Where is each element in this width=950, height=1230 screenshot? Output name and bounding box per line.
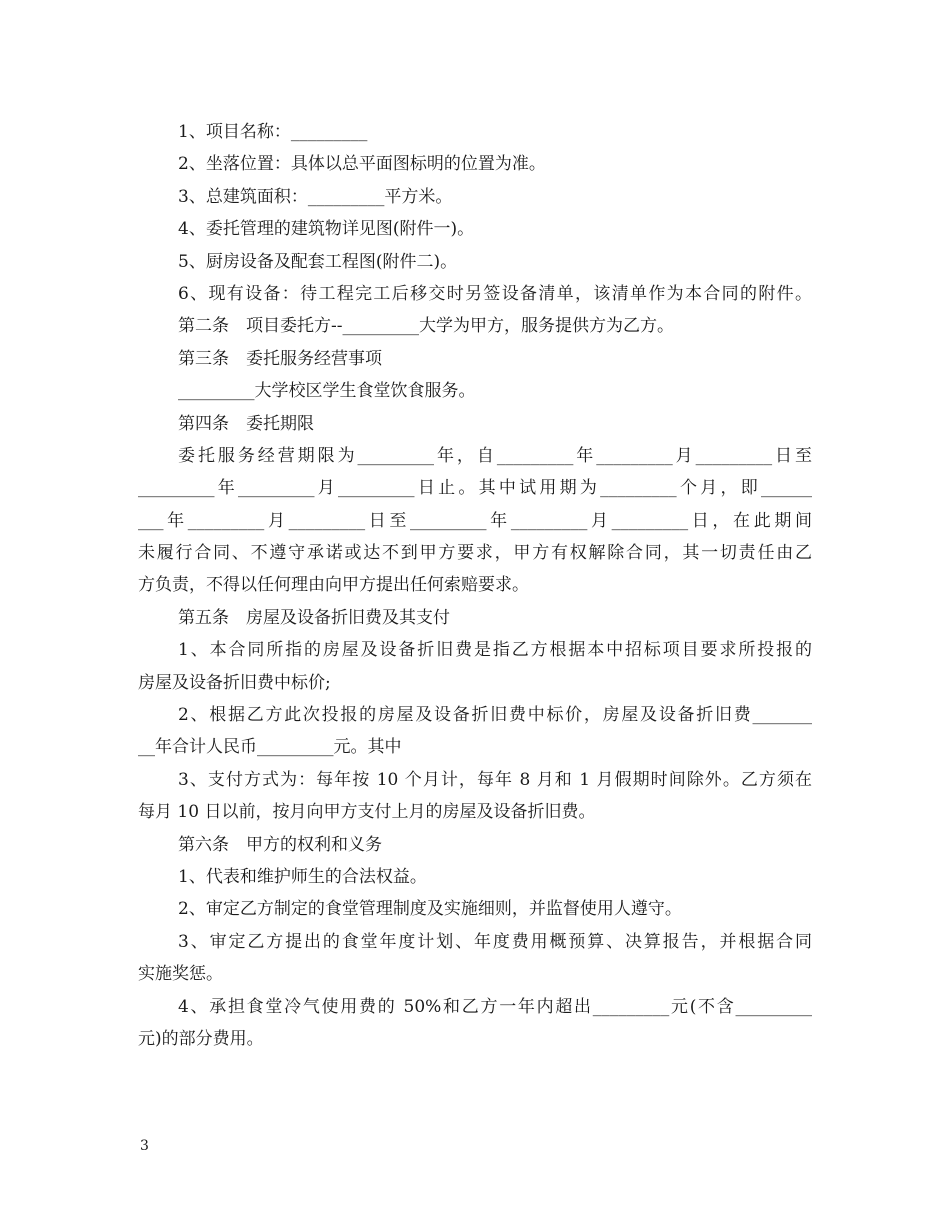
- text-line: 2、审定乙方制定的食堂管理制度及实施细则，并监督使用人遵守。: [178, 899, 682, 920]
- text-line: 4、委托管理的建筑物详见图(附件一)。: [178, 219, 475, 240]
- text-line: 第三条 委托服务经营事项: [178, 348, 382, 369]
- text-line: 3、支付方式为：每年按 10 个月计，每年 8 月和 1 月假期时间除外。乙方须在: [178, 769, 812, 790]
- text-line: 6、现有设备：待工程完工后移交时另签设备清单，该清单作为本合同的附件。: [178, 283, 812, 304]
- text-line: 3、审定乙方提出的食堂年度计划、年度费用概预算、决算报告，并根据合同: [178, 931, 812, 952]
- text-line: 第二条 项目委托方--_________大学为甲方，服务提供方为乙方。: [178, 316, 674, 337]
- text-line: __年合计人民币_________元。其中: [138, 737, 402, 758]
- text-line: 1、项目名称：_________: [178, 122, 368, 142]
- text-line: _________年_________月_________日止。其中试用期为_________个月，即______: [138, 478, 812, 499]
- document-body: [138, 116, 812, 1055]
- text-line: 1、代表和维护师生的合法权益。: [178, 866, 427, 887]
- text-line: 实施奖惩。: [138, 964, 223, 985]
- text-line: 委托服务经营期限为_________年，自_________年_________月_________日至: [178, 445, 812, 466]
- text-line: 第四条 委托期限: [178, 413, 314, 434]
- page-number: 3: [140, 1138, 149, 1154]
- text-line: _________大学校区学生食堂饮食服务。: [178, 381, 476, 402]
- text-line: 5、厨房设备及配套工程图(附件二)。: [178, 251, 458, 272]
- text-line: 1、本合同所指的房屋及设备折旧费是指乙方根据本中招标项目要求所投报的: [178, 640, 812, 661]
- text-line: 房屋及设备折旧费中标价;: [138, 672, 331, 693]
- text-line: 4、承担食堂冷气使用费的 50%和乙方一年内超出_________元(不含_________: [178, 996, 812, 1017]
- text-line: 3、总建筑面积：_________平方米。: [178, 186, 453, 207]
- text-line: 每月 10 日以前，按月向甲方支付上月的房屋及设备折旧费。: [138, 802, 596, 823]
- text-line: 2、坐落位置：具体以总平面图标明的位置为准。: [178, 154, 546, 175]
- text-line: 元)的部分费用。: [138, 1028, 264, 1049]
- text-line: 2、根据乙方此次投报的房屋及设备折旧费中标价，房屋及设备折旧费_______: [178, 705, 812, 726]
- text-line: 第六条 甲方的权利和义务: [178, 834, 382, 855]
- text-line: 未履行合同、不遵守承诺或达不到甲方要求，甲方有权解除合同，其一切责任由乙: [138, 543, 812, 564]
- text-line: 第五条 房屋及设备折旧费及其支付: [178, 607, 450, 628]
- text-line: ___年_________月_________日至_________年_________月_________日，在此期间: [138, 510, 812, 531]
- text-line: 方负责，不得以任何理由向甲方提出任何索赔要求。: [138, 575, 529, 596]
